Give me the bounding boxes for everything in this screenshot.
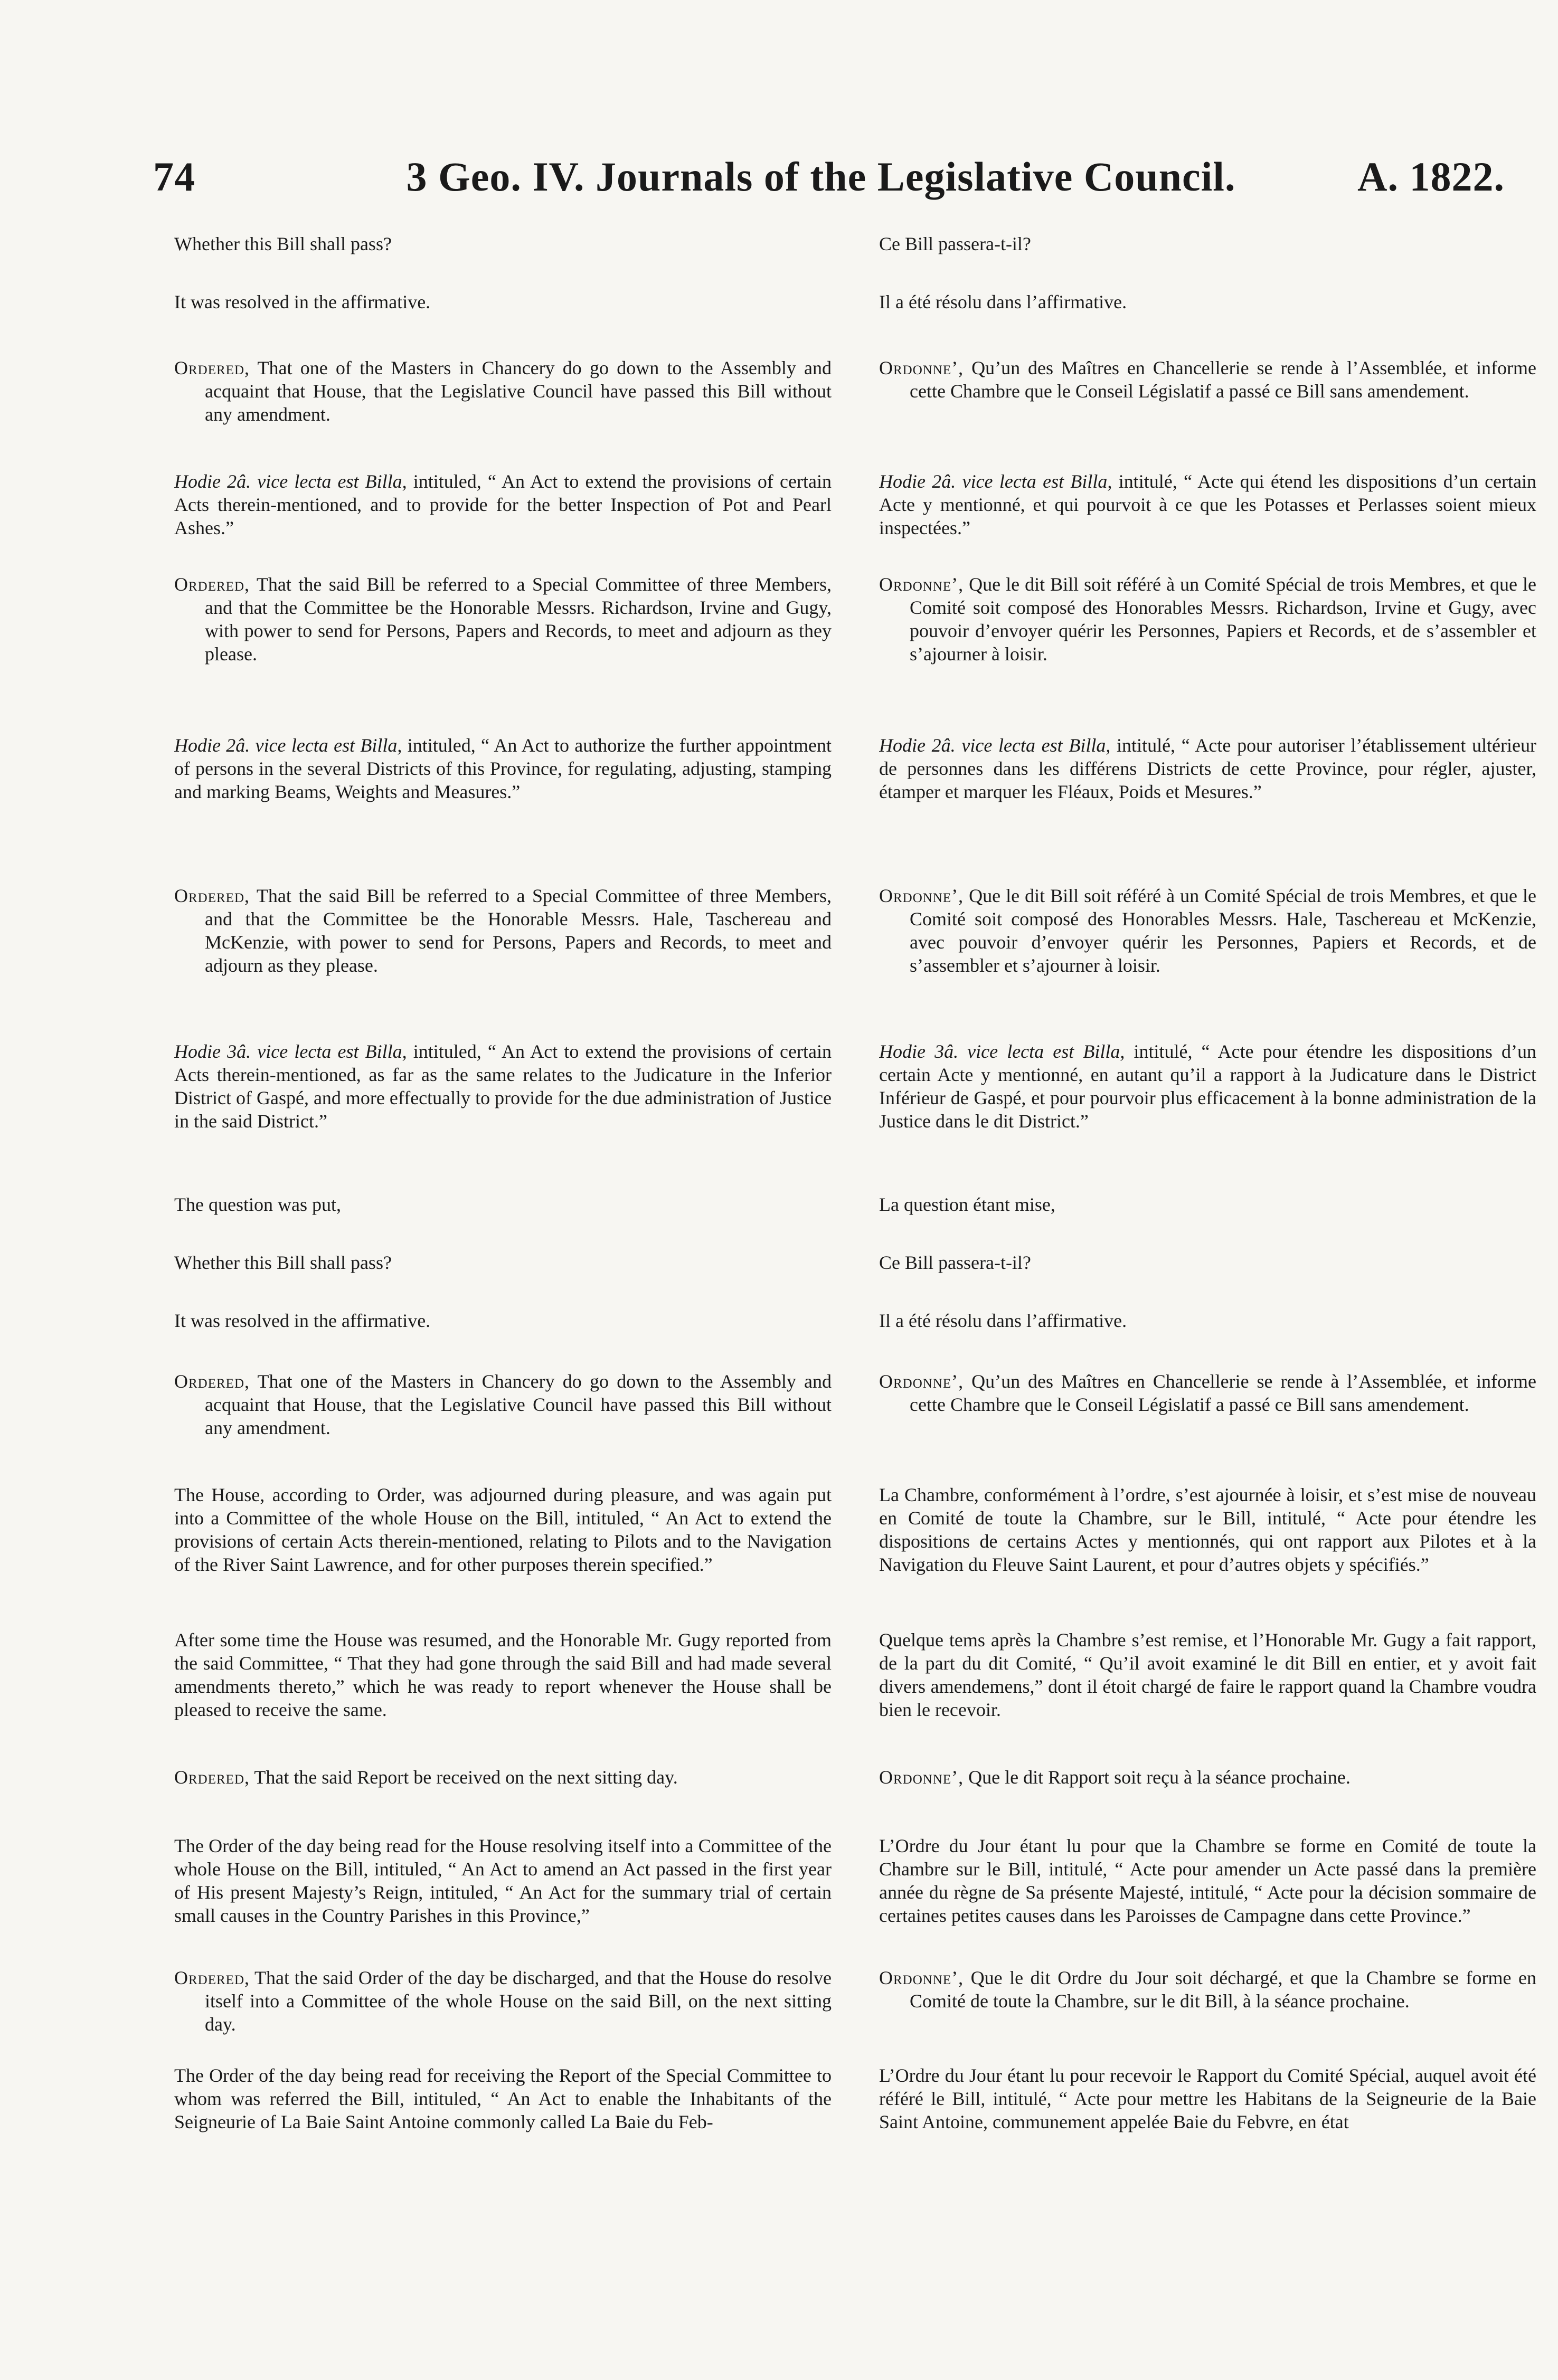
french-paragraph: [879, 470, 1536, 539]
hodie-lead: Hodie 2â. vice lecta est Billa,: [174, 471, 407, 492]
paragraph-text: It was resolved in the affirmative.: [174, 1310, 431, 1331]
paragraph-text: Whether this Bill shall pass?: [174, 233, 392, 254]
ordered-lead: Ordered,: [174, 574, 250, 595]
paragraph-text: L’Ordre du Jour étant lu pour que la Chambre se forme en Comité de toute la Chambre sur le Bill, intitulé, “ Acte pour amender un Acte passé dans la première année du règne de Sa présente Majesté, intitulé, “ Acte pour la décision sommaire de certaines petites causes dans les Paroisses de Campagne dans cette Province.”: [879, 1835, 1536, 1926]
french-paragraph: [879, 734, 1536, 803]
page-title: 3 Geo. IV. Journals of the Legislative Council.: [406, 154, 1236, 200]
paragraph-text: La Chambre, conformément à l’ordre, s’est ajournée à loisir, et s’est mise de nouveau en Comité de toute la Chambre, sur le Bill, intitulé, “ Acte pour étendre les dispositions de certains Actes y mentionnés, qui ont rapport aux Pilotes et à la Navigation du Fleuve Saint Laurent, et pour d’autres objets y spécifiés.”: [879, 1484, 1536, 1575]
paragraph-text: The Order of the day being read for the House resolving itself into a Committee of the whole House on the Bill, intituled, “ An Act to amend an Act passed in the first year of His present Majesty’s Reign, intituled, “ An Act for the summary trial of certain small causes in the Country Parishes in this Province,”: [174, 1835, 832, 1926]
ordered-lead: Ordonne’,: [879, 1967, 964, 1988]
french-paragraph: [879, 1251, 1536, 1274]
paragraph-text: That one of the Masters in Chancery do go down to the Assembly and acquaint that House, that the Legislative Council have passed this Bill without any amendment.: [205, 1371, 832, 1438]
english-paragraph: [174, 1251, 832, 1274]
ordered-lead: Ordonne’,: [879, 1767, 964, 1788]
english-paragraph: [174, 290, 832, 314]
paragraph-text: Que le dit Rapport soit reçu à la séance prochaine.: [964, 1767, 1351, 1788]
english-paragraph: [174, 1370, 832, 1439]
paragraph-text: Quelque tems après la Chambre s’est remise, et l’Honorable Mr. Gugy a fait rapport, de la part du dit Comité, “ Qu’il avoit examiné le dit Bill en entier, et y avoit fait divers amendemens,” dont il étoit chargé de faire le rapport quand la Chambre voudra bien le recevoir.: [879, 1629, 1536, 1720]
english-paragraph: [174, 573, 832, 666]
page-number: 74: [153, 154, 195, 200]
english-paragraph: [174, 1766, 832, 1789]
french-paragraph: [879, 2064, 1536, 2134]
french-paragraph: [879, 1370, 1536, 1416]
page-header: [153, 150, 1505, 203]
paragraph-text: intituled, “ An Act to extend the provisions of certain Acts therein-mentioned, and to provide for the better Inspection of Pot and Pearl Ashes.”: [174, 471, 832, 538]
french-paragraph: [879, 1628, 1536, 1721]
french-paragraph: [879, 1309, 1536, 1332]
paragraph-text: intituled, “ An Act to authorize the further appointment of persons in the several Districts of this Province, for regulating, adjusting, stamping and marking Beams, Weights and Measures.”: [174, 735, 832, 802]
hodie-lead: Hodie 3â. vice lecta est Billa,: [174, 1041, 407, 1062]
paragraph-text: Ce Bill passera-t-il?: [879, 233, 1031, 254]
paragraph-text: That the said Bill be referred to a Special Committee of three Members, and that the Committee be the Honorable Messrs. Richardson, Irvine and Gugy, with power to send for Persons, Papers and Records, to meet and adjourn as they please.: [205, 574, 832, 665]
english-paragraph: [174, 1040, 832, 1133]
english-column: [174, 232, 832, 2349]
paragraph-text: intitulé, “ Acte qui étend les dispositions d’un certain Acte y mentionné, et qui pourvoit à ce que les Potasses et Perlasses soient mieux inspectées.”: [879, 471, 1536, 538]
paragraph-text: Qu’un des Maîtres en Chancellerie se rende à l’Assemblée, et informe cette Chambre que le Conseil Législatif a passé ce Bill sans amendement.: [910, 357, 1536, 402]
english-paragraph: [174, 1309, 832, 1332]
paragraph-text: After some time the House was resumed, and the Honorable Mr. Gugy reported from the said Committee, “ That they had gone through the said Bill and had made several amendments thereto,” which he was ready to report whenever the House shall be pleased to receive the same.: [174, 1629, 832, 1720]
french-paragraph: [879, 1040, 1536, 1133]
paragraph-text: That one of the Masters in Chancery do go down to the Assembly and acquaint that House, that the Legislative Council have passed this Bill without any amendment.: [205, 357, 832, 425]
paragraph-text: intitulé, “ Acte pour étendre les dispositions d’un certain Acte y mentionné, en autant qu’il a rapport à la Judicature dans le District Inférieur de Gaspé, et pour pourvoir plus efficacement à la bonne administration de la Justice dans le dit District.”: [879, 1041, 1536, 1132]
english-paragraph: [174, 1834, 832, 1927]
paragraph-text: That the said Order of the day be discharged, and that the House do resolve itself into a Committee of the whole House on the said Bill, on the next sitting day.: [205, 1967, 832, 2035]
english-paragraph: [174, 356, 832, 426]
ordered-lead: Ordered,: [174, 1967, 250, 1988]
french-paragraph: [879, 1193, 1536, 1216]
english-paragraph: [174, 232, 832, 255]
french-paragraph: [879, 1834, 1536, 1927]
french-paragraph: [879, 1966, 1536, 2013]
english-paragraph: [174, 2064, 832, 2134]
paragraph-text: Il a été résolu dans l’affirmative.: [879, 1310, 1127, 1331]
ordered-lead: Ordonne’,: [879, 357, 964, 378]
english-paragraph: [174, 1966, 832, 2036]
french-column: [879, 232, 1536, 2349]
paragraph-text: It was resolved in the affirmative.: [174, 291, 431, 312]
english-paragraph: [174, 884, 832, 977]
paragraph-text: That the said Bill be referred to a Special Committee of three Members, and that the Committee be the Honorable Messrs. Hale, Taschereau and McKenzie, with power to send for Persons, Papers and Records, to meet and adjourn as they please.: [205, 885, 832, 976]
ordered-lead: Ordonne’,: [879, 885, 964, 906]
ordered-lead: Ordonne’,: [879, 574, 964, 595]
ordered-lead: Ordonne’,: [879, 1371, 964, 1392]
paragraph-text: That the said Report be received on the next sitting day.: [250, 1767, 678, 1788]
paragraph-text: Que le dit Bill soit référé à un Comité Spécial de trois Membres, et que le Comité soit composé des Honorables Messrs. Richardson, Irvine et Gugy, avec pouvoir d’envoyer quérir les Personnes, Papiers et Records, et de s’assembler et s’ajourner à loisir.: [910, 574, 1536, 665]
paragraph-text: Ce Bill passera-t-il?: [879, 1252, 1031, 1273]
ordered-lead: Ordered,: [174, 357, 250, 378]
paragraph-text: The question was put,: [174, 1194, 341, 1215]
paragraph-text: Whether this Bill shall pass?: [174, 1252, 392, 1273]
french-paragraph: [879, 884, 1536, 977]
paragraph-text: intituled, “ An Act to extend the provisions of certain Acts therein-mentioned, as far as the same relates to the Judicature in the Inferior District of Gaspé, and more effectually to provide for the due administration of Justice in the said District.”: [174, 1041, 832, 1132]
french-paragraph: [879, 573, 1536, 666]
paragraph-text: The House, according to Order, was adjourned during pleasure, and was again put into a Committee of the whole House on the Bill, intituled, “ An Act to extend the provisions of certain Acts therein-mentioned, relating to Pilots and to the Navigation of the River Saint Lawrence, and for other purposes therein specified.”: [174, 1484, 832, 1575]
french-paragraph: [879, 356, 1536, 403]
english-paragraph: [174, 1193, 832, 1216]
english-paragraph: [174, 1628, 832, 1721]
hodie-lead: Hodie 2â. vice lecta est Billa,: [174, 735, 402, 756]
ordered-lead: Ordered,: [174, 885, 250, 906]
french-paragraph: [879, 290, 1536, 314]
french-paragraph: [879, 1766, 1536, 1789]
hodie-lead: Hodie 3â. vice lecta est Billa,: [879, 1041, 1125, 1062]
hodie-lead: Hodie 2â. vice lecta est Billa,: [879, 471, 1112, 492]
paragraph-text: La question étant mise,: [879, 1194, 1055, 1215]
paragraph-text: Que le dit Bill soit référé à un Comité Spécial de trois Membres, et que le Comité soit composé des Honorables Messrs. Hale, Taschereau et McKenzie, avec pouvoir d’envoyer quérir les Personnes, Papiers et Records, et de s’assembler et s’ajourner à loisir.: [910, 885, 1536, 976]
french-paragraph: [879, 1483, 1536, 1576]
french-paragraph: [879, 232, 1536, 255]
english-paragraph: [174, 470, 832, 539]
paragraph-text: Il a été résolu dans l’affirmative.: [879, 291, 1127, 312]
paragraph-text: Qu’un des Maîtres en Chancellerie se rende à l’Assemblée, et informe cette Chambre que le Conseil Législatif a passé ce Bill sans amendement.: [910, 1371, 1536, 1415]
paragraph-text: Que le dit Ordre du Jour soit déchargé, et que la Chambre se forme en Comité de toute la Chambre, sur le dit Bill, à la séance prochaine.: [910, 1967, 1536, 2012]
english-paragraph: [174, 1483, 832, 1576]
ordered-lead: Ordered,: [174, 1767, 250, 1788]
english-paragraph: [174, 734, 832, 803]
page-year: A. 1822.: [1357, 154, 1505, 200]
paragraph-text: L’Ordre du Jour étant lu pour recevoir le Rapport du Comité Spécial, auquel avoit été référé le Bill, intitulé, “ Acte pour mettre les Habitans de la Seigneurie de la Baie Saint Antoine, communement appelée Baie du Febvre, en état: [879, 2065, 1536, 2132]
paragraph-text: The Order of the day being read for receiving the Report of the Special Committee to whom was referred the Bill, intituled, “ An Act to enable the Inhabitants of the Seigneurie of La Baie Saint Antoine commonly called La Baie du Feb-: [174, 2065, 832, 2132]
ordered-lead: Ordered,: [174, 1371, 250, 1392]
paragraph-text: intitulé, “ Acte pour autoriser l’établissement ultérieur de personnes dans les différens Districts de cette Province, pour régler, ajuster, étamper et marquer les Fléaux, Poids et Mesures.”: [879, 735, 1536, 802]
hodie-lead: Hodie 2â. vice lecta est Billa,: [879, 735, 1111, 756]
